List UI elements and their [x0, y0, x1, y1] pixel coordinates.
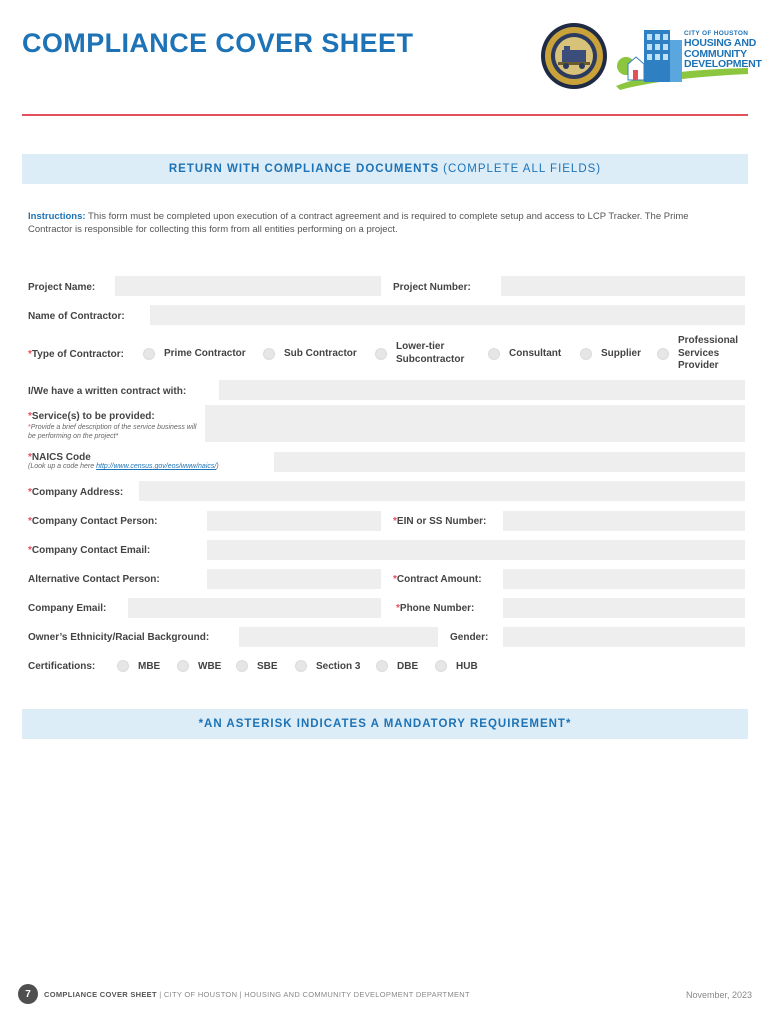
option-hub: HUB [456, 661, 478, 672]
option-wbe: WBE [198, 661, 222, 672]
radio-consultant[interactable] [488, 348, 500, 360]
company-address-label: *Company Address: [28, 487, 124, 498]
option-consultant: Consultant [509, 348, 562, 359]
phone-field[interactable] [503, 598, 745, 618]
contact-email-field[interactable] [207, 540, 745, 560]
footer-doc-title: COMPLIANCE COVER SHEET [44, 990, 157, 999]
radio-wbe[interactable] [177, 660, 189, 672]
return-banner-main: RETURN WITH COMPLIANCE DOCUMENTS [168, 163, 440, 175]
contract-amount-field[interactable] [503, 569, 745, 589]
contact-person-field[interactable] [207, 511, 381, 531]
option-section-3: Section 3 [316, 661, 361, 672]
radio-section-3[interactable] [295, 660, 307, 672]
option-professional-services: Professional Services Provider [678, 335, 739, 371]
ethnicity-field[interactable] [239, 627, 438, 647]
written-contract-label: I/We have a written contract with: [28, 386, 187, 397]
radio-supplier[interactable] [580, 348, 592, 360]
contractor-type-label: *Type of Contractor: [28, 349, 124, 360]
ein-field[interactable] [503, 511, 745, 531]
alt-contact-label: Alternative Contact Person: [28, 574, 160, 585]
radio-lower-tier-subcontractor[interactable] [375, 348, 387, 360]
footer-text [44, 990, 470, 999]
phone-label: *Phone Number: [396, 603, 475, 614]
naics-hint: (Look up a code here http://www.census.gov/eos/www/naics/) [28, 463, 219, 470]
services-label: *Service(s) to be provided: [28, 411, 155, 422]
option-sbe: SBE [257, 661, 278, 672]
footer-date: November, 2023 [685, 990, 752, 1000]
alt-contact-field[interactable] [207, 569, 381, 589]
naics-link[interactable]: http://www.census.gov/eos/www/naics/ [96, 463, 217, 470]
company-email-field[interactable] [128, 598, 381, 618]
written-contract-field[interactable] [219, 380, 745, 400]
contractor-name-label: Name of Contractor: [28, 311, 125, 322]
services-field[interactable] [205, 405, 745, 442]
option-sub-contractor: Sub Contractor [284, 348, 357, 359]
project-number-field[interactable] [501, 276, 745, 296]
services-hint: *Provide a brief description of the service business will be performing on the project* [28, 424, 197, 440]
instructions-text: This form must be completed upon execution of a contract agreement and is required to complete setup and access to LCP Tracker. The Prime Contractor is responsible for collecting this form from all entities performing on a project. [28, 211, 689, 235]
ein-label: *EIN or SS Number: [393, 516, 487, 527]
company-email-label: Company Email: [28, 603, 107, 614]
page-title: COMPLIANCE COVER SHEET [22, 28, 414, 58]
project-name-field[interactable] [115, 276, 381, 296]
instructions-lead: Instructions: [28, 211, 86, 222]
footer-department: | CITY OF HOUSTON | HOUSING AND COMMUNITY DEVELOPMENT DEPARTMENT [156, 990, 470, 999]
return-banner [22, 154, 748, 184]
contract-amount-label: *Contract Amount: [393, 574, 482, 585]
radio-professional-services[interactable] [657, 348, 669, 360]
naics-label: *NAICS Code [28, 452, 91, 463]
city-seal-icon [540, 22, 608, 90]
radio-mbe[interactable] [117, 660, 129, 672]
option-dbe: DBE [397, 661, 419, 672]
gender-label: Gender: [450, 632, 489, 643]
mandatory-banner: *AN ASTERISK INDICATES A MANDATORY REQUIREMENT* [22, 709, 748, 739]
contact-email-label: *Company Contact Email: [28, 545, 151, 556]
naics-field[interactable] [274, 452, 745, 472]
radio-sub-contractor[interactable] [263, 348, 275, 360]
company-address-field[interactable] [139, 481, 745, 501]
gender-field[interactable] [503, 627, 745, 647]
option-lower-tier-subcontractor: Lower-tier Subcontractor [396, 341, 465, 365]
contractor-name-field[interactable] [150, 305, 745, 325]
ethnicity-label: Owner’s Ethnicity/Racial Background: [28, 632, 210, 643]
return-banner-sub: (COMPLETE ALL FIELDS) [443, 163, 602, 175]
header-divider [22, 114, 748, 116]
instructions [28, 210, 728, 236]
radio-hub[interactable] [435, 660, 447, 672]
option-mbe: MBE [138, 661, 161, 672]
logo-city-text: CITY OF HOUSTON [684, 30, 749, 37]
radio-prime-contractor[interactable] [143, 348, 155, 360]
project-name-label: Project Name: [28, 282, 96, 293]
certifications-label: Certifications: [28, 661, 96, 672]
option-supplier: Supplier [601, 348, 642, 359]
logo-department-name: HOUSING AND COMMUNITY DEVELOPMENT [684, 37, 762, 70]
contact-person-label: *Company Contact Person: [28, 516, 158, 527]
page-number-badge: 7 [18, 984, 38, 1004]
option-prime-contractor: Prime Contractor [164, 348, 246, 359]
radio-sbe[interactable] [236, 660, 248, 672]
project-number-label: Project Number: [393, 282, 471, 293]
radio-dbe[interactable] [376, 660, 388, 672]
